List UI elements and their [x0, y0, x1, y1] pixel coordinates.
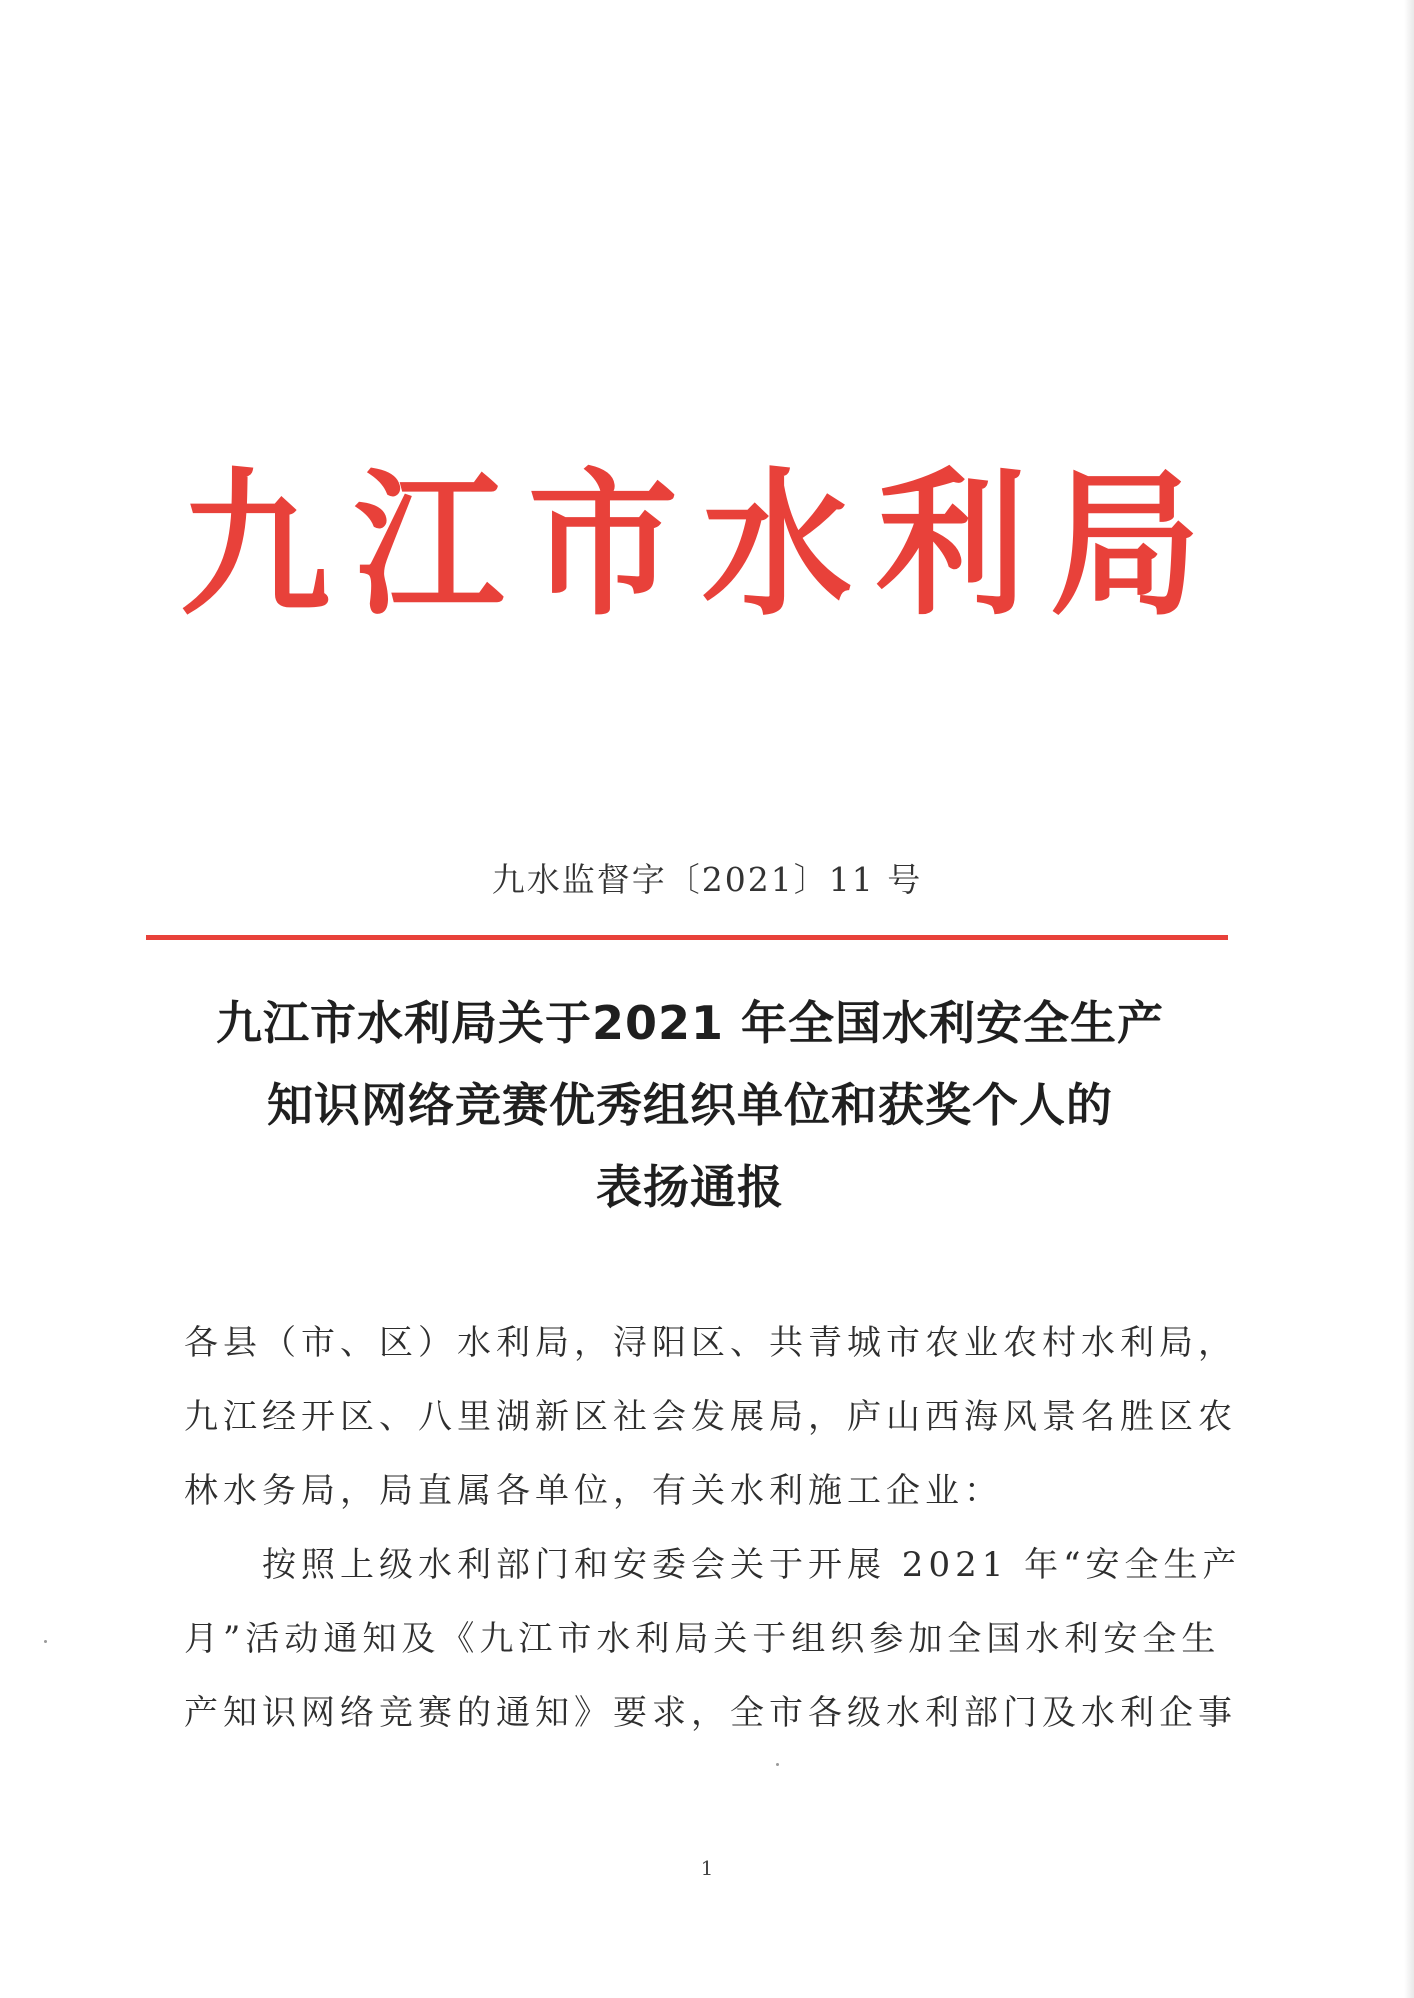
org-header-char: 九: [180, 452, 331, 638]
title-line: 九江市水利局关于2021 年全国水利安全生产: [215, 996, 1165, 1050]
org-header-char: 局: [1049, 452, 1200, 638]
org-header-char: 市: [527, 452, 678, 638]
scan-speck: [776, 1763, 779, 1766]
scan-speck: [44, 1640, 47, 1643]
body-line: 按照上级水利部门和安委会关于开展 2021 年“安全生产: [184, 1545, 1242, 1585]
document-number: 九水监督字〔2021〕11 号: [491, 860, 923, 899]
org-header: [180, 452, 1200, 638]
org-header-char: 利: [875, 452, 1026, 638]
body-line: 产知识网络竞赛的通知》要求，全市各级水利部门及水利企事: [184, 1693, 1237, 1733]
document-title: [150, 982, 1230, 1228]
scan-edge: [1404, 0, 1414, 1998]
red-divider: [146, 935, 1228, 940]
page-number: 1: [700, 1856, 714, 1880]
body-line: 月”活动通知及《九江市水利局关于组织参加全国水利安全生: [184, 1619, 1221, 1659]
body-line: 林水务局，局直属各单位，有关水利施工企业：: [184, 1471, 1003, 1511]
document-body: [184, 1306, 1242, 1750]
org-header-char: 水: [701, 452, 852, 638]
org-header-char: 江: [353, 452, 504, 638]
title-line: 知识网络竞赛优秀组织单位和获奖个人的: [267, 1078, 1113, 1132]
title-line: 表扬通报: [596, 1160, 784, 1214]
body-line: 各县（市、区）水利局，浔阳区、共青城市农业农村水利局，: [184, 1323, 1237, 1363]
body-line: 九江经开区、八里湖新区社会发展局，庐山西海风景名胜区农: [184, 1397, 1237, 1437]
